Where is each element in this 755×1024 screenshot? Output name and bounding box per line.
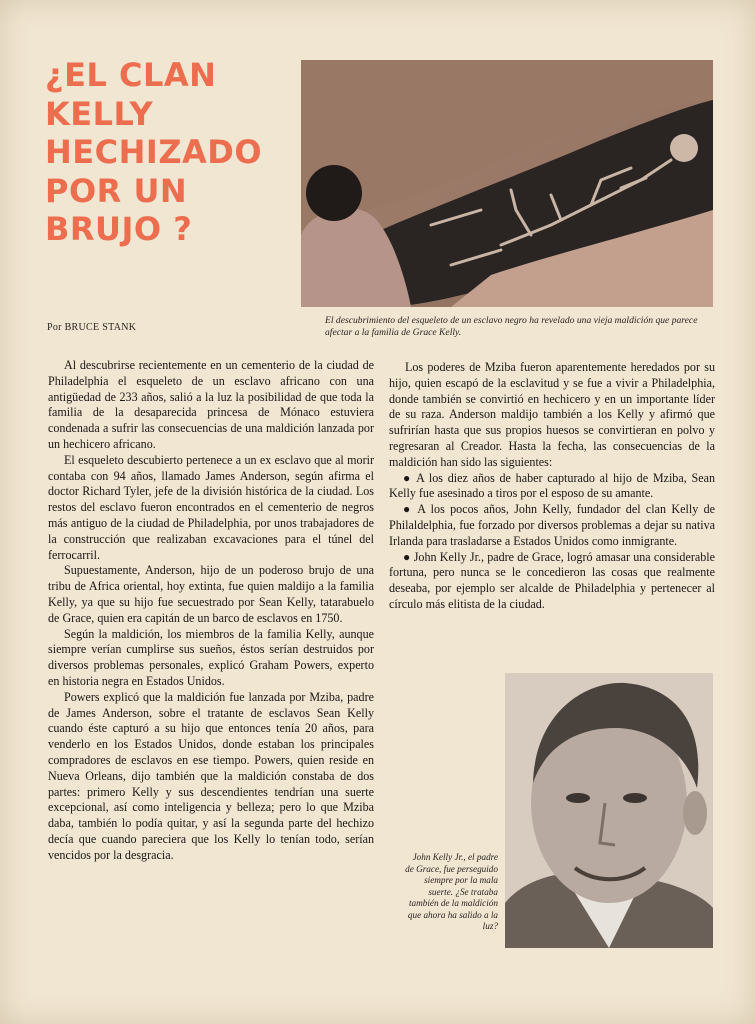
headline-line: KELLY xyxy=(45,94,154,133)
paragraph: Al descubrirse recientemente en un cementerio de la ciudad de Philadelphia el esqueleto de un esclavo africano con una antigüedad de 233 años, salió a la luz la posibilidad de que toda la familia de la desaparecida princesa de Mónaco estuviera condenada a sufrir las consecuencias de una maldición lanzada por un hechicero africano. xyxy=(48,358,374,451)
left-column xyxy=(48,358,374,864)
bullet-item: ● A los diez años de haber capturado al hijo de Mziba, Sean Kelly fue asesinado a tiros por el esposo de su amante. xyxy=(389,470,715,501)
byline: Por BRUCE STANK xyxy=(47,322,137,333)
bullet-item: ● John Kelly Jr., padre de Grace, logró amasar una considerable fortuna, pero nunca se le concedieron las cosas que realmente deseaba, por ejemplo ser alcalde de Philadelphia y pertenecer al círculo más elitista de la ciudad. xyxy=(389,549,715,611)
paragraph: Powers explicó que la maldición fue lanzada por Mziba, padre de James Anderson, sobre el tratante de esclavos Sean Kelly cuando éste capturó a su hijo que entonces tenía 20 años, para venderlo en los Estados Unidos, donde estaban los principales compradores de esclavos en ese tiempo. Powers, quien reside en Nueva Orleans, dijo también que la maldición constaba de dos partes: primero Kelly y sus descendientes tendrían una suerte excepcional, así como inteligencia y belleza; pero lo que Mziba daba, también lo podía quitar, y así la segunda parte del hechizo decía que cuando pareciera que los Kelly lo tenían todo, serían vencidos por la desgracia. xyxy=(48,689,374,862)
skeleton-excavation-photo xyxy=(301,60,713,307)
paragraph: Los poderes de Mziba fueron aparentemente heredados por su hijo, quien escapó de la esclavitud y se fue a vivir a Philadelphia, donde también se convirtió en hechicero y en un importante líder de su raza. Anderson maldijo también a los Kelly y afirmó que sufrirían hasta que sus propios huesos se convirtieran en polvo y regresaran al Creador. Hasta la fecha, las consecuencias de la maldición han sido las siguientes: xyxy=(389,360,715,469)
headline xyxy=(45,56,300,249)
right-column xyxy=(389,360,715,613)
paragraph: Según la maldición, los miembros de la familia Kelly, aunque siempre verían cumplirse sus sueños, éstos serían destruidos por diversos problemas personales, explicó Graham Powers, experto en historia negra en Estados Unidos. xyxy=(48,626,374,688)
excavation-photo-icon xyxy=(301,60,713,307)
headline-line: BRUJO ? xyxy=(45,210,193,248)
paragraph: Supuestamente, Anderson, hijo de un poderoso brujo de una tribu de Africa oriental, hoy extinta, fue quien maldijo a la familia Kelly, ya que su hijo fue secuestrado por Sean Kelly, tatarabuelo de Grace, quien era capitán de un barco de esclavos en 1750. xyxy=(48,563,374,625)
top-photo-caption: El descubrimiento del esqueleto de un esclavo negro ha revelado una vieja maldición que parece afectar a la familia de Grace Kelly. xyxy=(325,315,698,338)
bottom-photo-caption: John Kelly Jr., el padre de Grace, fue perseguido siempre por la mala suerte. ¿Se trataba también de la maldición que ahora ha salido a la luz? xyxy=(405,852,498,931)
headline-line: HECHIZADO xyxy=(45,133,263,171)
bullet-item: ● A los pocos años, John Kelly, fundador del clan Kelly de Philaldelphia, fue forzado por diversos problemas a dejar su nativa Irlanda para trasladarse a Estados Unidos como inmigrante. xyxy=(389,502,715,548)
john-kelly-portrait-photo xyxy=(505,673,713,948)
paragraph: El esqueleto descubierto pertenece a un ex esclavo que al morir contaba con 94 años, llamado James Anderson, según afirma el doctor Richard Tyler, jefe de la división histórica de la ciudad. Los restos del esclavo fueron encontrados en el cementerio de negros más antiguo de la ciudad de Philadelphia, por unos trabajadores de la construcción que realizaban excavaciones para el túnel del ferrocarril. xyxy=(48,452,374,562)
portrait-photo-icon xyxy=(505,673,713,948)
headline-line: ¿EL CLAN xyxy=(45,56,217,94)
headline-line: POR UN xyxy=(45,171,188,210)
